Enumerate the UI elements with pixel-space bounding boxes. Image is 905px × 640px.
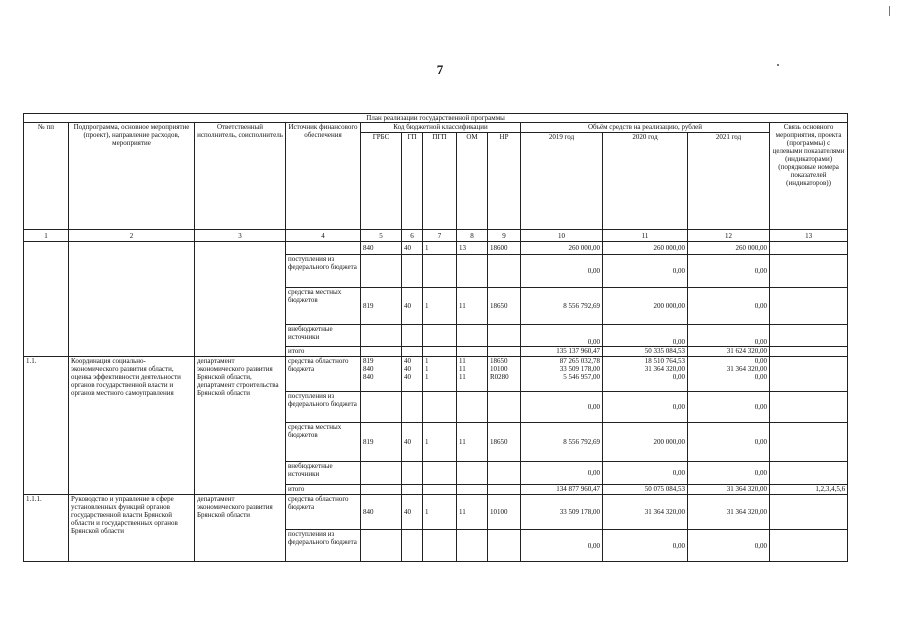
cell-np: 18650 (488, 288, 521, 325)
cell-2020: 200 000,00 (603, 288, 688, 325)
cell-link (770, 347, 848, 357)
header-2019: 2019 год (521, 133, 603, 230)
header-grbs: ГРБС (361, 133, 402, 230)
cell-2021: 0,00 (688, 325, 770, 347)
header-num: № пп (24, 123, 69, 230)
cell-2021: 0,00 (688, 462, 770, 485)
cell-np: 18600 (488, 242, 521, 255)
cell-pgp (423, 325, 457, 347)
cell-2019: 0,00 (521, 530, 603, 562)
header-link: Связь основного мероприятия, проекта (программы) с целевыми показателями (индикаторами) (порядковые номера показателей (индикаторов)) (770, 123, 848, 230)
cell-np (488, 255, 521, 288)
cell-name: Руководство и управление в сфере установленных функций органов государственной власти Брянской области и государственных органов Брянской области (69, 495, 195, 562)
cell-link (770, 242, 848, 255)
cell-name: Координация социально-экономического развития области, оценка эффективности деятельности органов государственной власти и органов местного самоуправления (69, 357, 195, 495)
cell-source: итого (286, 347, 361, 357)
col-number: 7 (423, 230, 457, 242)
cell-2019: 33 509 178,00 (521, 495, 603, 530)
table-row (24, 357, 848, 392)
cell-2020: 0,00 (603, 392, 688, 423)
cell-np (488, 392, 521, 423)
cell-pgp (423, 485, 457, 495)
col-number: 10 (521, 230, 603, 242)
col-number: 4 (286, 230, 361, 242)
scan-mark (889, 6, 890, 16)
cell-pgp: 1 (423, 242, 457, 255)
table-caption: План реализации государственной программы (24, 114, 848, 123)
cell-2019: 134 877 960,47 (521, 485, 603, 495)
cell-grbs: 819 (361, 288, 402, 325)
cell-gp (402, 530, 423, 562)
cell-pgp: 1 1 1 (423, 357, 457, 392)
page-number: 7 (436, 62, 444, 77)
cell-2019: 0,00 (521, 462, 603, 485)
cell-2019: 8 556 792,69 (521, 288, 603, 325)
cell-om (457, 325, 488, 347)
cell-link: 1,2,3,4,5,6 (770, 485, 848, 495)
col-number: 1 (24, 230, 69, 242)
cell-source: внебюджетные источники (286, 325, 361, 347)
cell-np: 10100 (488, 495, 521, 530)
cell-2019: 8 556 792,69 (521, 423, 603, 462)
cell-gp (402, 325, 423, 347)
cell-link (770, 288, 848, 325)
cell-2020: 18 510 764,53 31 364 320,00 0,00 (603, 357, 688, 392)
col-number: 2 (69, 230, 195, 242)
cell-om (457, 392, 488, 423)
cell-np (488, 325, 521, 347)
cell-pgp (423, 462, 457, 485)
cell-grbs (361, 530, 402, 562)
cell-np: 18650 10100 R0280 (488, 357, 521, 392)
cell-link (770, 325, 848, 347)
header-np: НР (488, 133, 521, 230)
cell-om (457, 485, 488, 495)
col-number: 13 (770, 230, 848, 242)
header-2020: 2020 год (603, 133, 688, 230)
cell-link (770, 495, 848, 530)
cell-2019: 87 265 032,78 33 509 178,00 5 546 957,00 (521, 357, 603, 392)
header-2021: 2021 год (688, 133, 770, 230)
cell-2021: 0,00 31 364 320,00 0,00 (688, 357, 770, 392)
cell-source: итого (286, 485, 361, 495)
col-number: 9 (488, 230, 521, 242)
cell-om (457, 255, 488, 288)
cell-grbs (361, 347, 402, 357)
cell-source: поступления из федерального бюджета (286, 530, 361, 562)
header-funds: Объём средств на реализацию, рублей (521, 123, 770, 133)
table-row (24, 495, 848, 530)
cell-2020: 0,00 (603, 255, 688, 288)
cell-link (770, 423, 848, 462)
header-om: ОМ (457, 133, 488, 230)
cell-2020: 31 364 320,00 (603, 495, 688, 530)
header-budget-code: Код бюджетной классификации (361, 123, 521, 133)
cell-source: средства местных бюджетов (286, 423, 361, 462)
cell-om (457, 462, 488, 485)
cell-grbs: 819 840 840 (361, 357, 402, 392)
cell-2021: 0,00 (688, 392, 770, 423)
cell-source: средства местных бюджетов (286, 288, 361, 325)
cell-grbs: 819 (361, 423, 402, 462)
cell-pgp: 1 (423, 495, 457, 530)
col-number: 6 (402, 230, 423, 242)
cell-2021: 31 364 320,00 (688, 485, 770, 495)
cell-source: средства областного бюджета (286, 357, 361, 392)
cell-om: 13 (457, 242, 488, 255)
cell-2021: 260 000,00 (688, 242, 770, 255)
cell-executor: департамент экономического развития Брянской области (195, 495, 286, 562)
cell-grbs (361, 392, 402, 423)
table-row (24, 242, 848, 255)
cell-pgp (423, 392, 457, 423)
cell-2020: 0,00 (603, 462, 688, 485)
cell-pgp: 1 (423, 423, 457, 462)
plan-table (23, 113, 848, 562)
cell-grbs (361, 462, 402, 485)
col-number: 5 (361, 230, 402, 242)
cell-link (770, 392, 848, 423)
cell-om: 11 (457, 495, 488, 530)
header-executor: Ответственный исполнитель, соисполнитель (195, 123, 286, 230)
cell-gp (402, 347, 423, 357)
cell-gp (402, 485, 423, 495)
header-source: Источник финансового обеспечения (286, 123, 361, 230)
cell-2020: 260 000,00 (603, 242, 688, 255)
cell-om: 11 (457, 288, 488, 325)
col-number: 11 (603, 230, 688, 242)
cell-2019: 260 000,00 (521, 242, 603, 255)
cell-om: 11 11 11 (457, 357, 488, 392)
col-number: 12 (688, 230, 770, 242)
cell-2020: 50 335 084,53 (603, 347, 688, 357)
cell-2021: 0,00 (688, 255, 770, 288)
cell-2020: 0,00 (603, 530, 688, 562)
cell-source: поступления из федерального бюджета (286, 392, 361, 423)
cell-2019: 0,00 (521, 392, 603, 423)
cell-grbs (361, 325, 402, 347)
col-number: 8 (457, 230, 488, 242)
cell-source: поступления из федерального бюджета (286, 255, 361, 288)
cell-np (488, 485, 521, 495)
cell-2019: 0,00 (521, 255, 603, 288)
cell-gp (402, 392, 423, 423)
cell-2019: 0,00 (521, 325, 603, 347)
cell-2020: 200 000,00 (603, 423, 688, 462)
cell-om (457, 347, 488, 357)
cell-link (770, 462, 848, 485)
cell-num: 1.1.1. (24, 495, 69, 562)
cell-grbs (361, 485, 402, 495)
cell-gp: 40 (402, 242, 423, 255)
cell-om (457, 530, 488, 562)
cell-gp: 40 (402, 495, 423, 530)
cell-2019: 135 137 960,47 (521, 347, 603, 357)
header-pgp: ПГП (423, 133, 457, 230)
cell-gp: 40 (402, 288, 423, 325)
cell-gp: 40 (402, 423, 423, 462)
cell-link (770, 357, 848, 392)
cell-2021: 0,00 (688, 530, 770, 562)
cell-np: 18650 (488, 423, 521, 462)
header-gp: ГП (402, 133, 423, 230)
cell-pgp (423, 255, 457, 288)
cell-np (488, 462, 521, 485)
cell-gp (402, 255, 423, 288)
cell-grbs (361, 255, 402, 288)
cell-2021: 31 624 320,00 (688, 347, 770, 357)
cell-om: 11 (457, 423, 488, 462)
cell-np (488, 347, 521, 357)
col-number: 3 (195, 230, 286, 242)
cell-2020: 0,00 (603, 325, 688, 347)
cell-source (286, 242, 361, 255)
cell-num: 1.1. (24, 357, 69, 495)
cell-2021: 31 364 320,00 (688, 495, 770, 530)
header-subprogram: Подпрограмма, основное мероприятие (проект), направление расходов, мероприятие (69, 123, 195, 230)
cell-np (488, 530, 521, 562)
cell-link (770, 530, 848, 562)
cell-source: средства областного бюджета (286, 495, 361, 530)
cell-executor (195, 242, 286, 357)
cell-pgp (423, 347, 457, 357)
scan-dot (777, 64, 779, 66)
cell-num (24, 242, 69, 357)
cell-link (770, 255, 848, 288)
cell-2020: 50 075 084,53 (603, 485, 688, 495)
cell-executor: департамент экономического развития Брянской области, департамент строительства Брянской области (195, 357, 286, 495)
cell-gp (402, 462, 423, 485)
cell-gp: 40 40 40 (402, 357, 423, 392)
cell-pgp: 1 (423, 288, 457, 325)
cell-grbs: 840 (361, 242, 402, 255)
cell-pgp (423, 530, 457, 562)
cell-grbs: 840 (361, 495, 402, 530)
cell-name (69, 242, 195, 357)
cell-source: внебюджетные источники (286, 462, 361, 485)
cell-2021: 0,00 (688, 423, 770, 462)
cell-2021: 0,00 (688, 288, 770, 325)
